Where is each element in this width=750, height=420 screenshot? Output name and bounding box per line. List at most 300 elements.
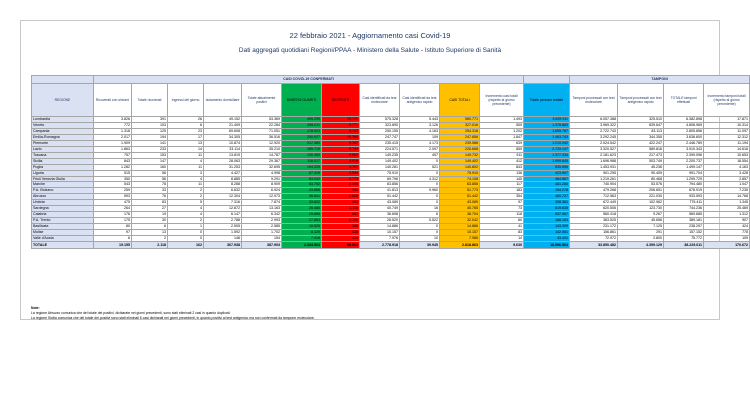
table-cell: 354 (480, 194, 524, 200)
table-cell: 1.378.863 (524, 122, 570, 128)
region-name-cell: Molise (32, 230, 94, 236)
table-cell: 639 (480, 140, 524, 146)
table-cell: 40.765 (440, 206, 480, 212)
bulletin-document (20, 20, 749, 320)
table-cell: 56 (132, 176, 168, 182)
table-cell: 2.505 (204, 224, 242, 230)
table-cell: 28.103 (322, 117, 360, 123)
table-cell: 843 (480, 164, 524, 170)
table-cell: 30 (132, 218, 168, 224)
table-cell: 389.181 (664, 218, 704, 224)
totals-cell: 2.818.863 (440, 242, 480, 249)
table-cell: 3.320.527 (570, 146, 618, 152)
table-cell: 235.415 (360, 140, 400, 146)
table-cell: 2.788 (204, 218, 242, 224)
table-cell: 156.861 (570, 230, 618, 236)
column-header: Incremento tamponi totali (rispetto al giorno precedente) (704, 84, 750, 117)
region-name-cell: Puglia (32, 164, 94, 170)
table-cell: 90.409 (618, 170, 664, 176)
totals-cell: 162 (168, 242, 204, 249)
totals-cell: 4.399.129 (618, 242, 664, 249)
table-cell: 14 (168, 146, 204, 152)
table-cell: 4.998 (242, 170, 282, 176)
totals-cell: 18.596.564 (524, 242, 570, 249)
table-cell: 10.157 (440, 230, 480, 236)
region-name-cell: Piemonte (32, 140, 94, 146)
table-cell: 497 (400, 152, 440, 158)
table-cell: 117 (480, 182, 524, 188)
table-cell: 221.030 (618, 194, 664, 200)
table-cell: 5.749 (322, 146, 360, 152)
table-cell: 744.236 (664, 206, 704, 212)
table-cell: 0 (400, 200, 440, 206)
column-header: Casi identificati da test molecolare (360, 84, 400, 117)
table-cell: 36.704 (440, 212, 480, 218)
table-cell: 3.782 (322, 164, 360, 170)
table-cell: 63.042 (282, 176, 322, 182)
totals-cell: 38.229.611 (664, 242, 704, 249)
table-cell: 2.993 (242, 218, 282, 224)
table-cell: 23 (168, 128, 204, 134)
table-cell: 1.696.988 (570, 158, 618, 164)
table-cell: 109 (400, 134, 440, 140)
table-cell: 75.910 (360, 170, 400, 176)
column-header: REGIONE (32, 84, 94, 117)
totals-cell: 33.850.482 (570, 242, 618, 249)
table-cell: 69.608 (204, 128, 242, 134)
region-name-cell: Sicilia (32, 158, 94, 164)
table-cell: 464.867 (524, 176, 570, 182)
table-cell: 4 (168, 158, 204, 164)
table-cell: 10.369 (322, 134, 360, 140)
bulletin-subtitle: Dati aggregati quotidiani Regioni/PPAA - Ministero della Salute - Istituto Superiore di Sanità (238, 47, 502, 54)
table-cell: 4.562 (322, 152, 360, 158)
table-cell: 33 (132, 188, 168, 194)
table-cell: 176 (94, 212, 132, 218)
table-cell: 153 (132, 152, 168, 158)
totals-cell: 170.672 (704, 242, 750, 249)
table-cell: 2.024.542 (570, 140, 618, 146)
table-cell: 9.267 (618, 212, 664, 218)
table-cell: 36.698 (360, 212, 400, 218)
table-cell: 178.923 (282, 128, 322, 134)
table-cell: 1.099.845 (524, 158, 570, 164)
table-cell: 142.061 (524, 230, 570, 236)
table-cell: 200.927 (282, 134, 322, 140)
totals-cell: 39.945 (400, 242, 440, 249)
table-cell: 2.775 (322, 176, 360, 182)
table-cell: 2.446.789 (664, 140, 704, 146)
table-cell: 911 (480, 152, 524, 158)
table-cell: 1.345 (704, 200, 750, 206)
table-cell: 53.576 (618, 182, 664, 188)
table-cell: 254.318 (440, 128, 480, 134)
table-cell: 63.856 (440, 182, 480, 188)
table-cell: 63.856 (360, 182, 400, 188)
table-cell: 589.816 (618, 146, 664, 152)
table-cell: 264 (94, 206, 132, 212)
table-cell: 509 (480, 122, 524, 128)
table-cell: 2 (168, 194, 204, 200)
table-cell: 36.841 (282, 194, 322, 200)
table-cell: 11.194 (704, 140, 750, 146)
table-cell: 51.773 (440, 188, 480, 194)
table-cell: 45.236 (618, 164, 664, 170)
table-cell: 3.826 (94, 117, 132, 123)
table-cell: 327.016 (440, 122, 480, 128)
table-cell: 14.616 (704, 146, 750, 152)
table-cell: 3.584 (322, 170, 360, 176)
table-cell: 31.253 (204, 164, 242, 170)
table-cell: 217.473 (618, 152, 664, 158)
table-cell: 175 (94, 218, 132, 224)
table-cell: 2 (168, 188, 204, 194)
table-cell: 2.805.856 (664, 128, 704, 134)
table-cell: 60 (480, 218, 524, 224)
table-cell: 391 (132, 117, 168, 123)
group-spacer (524, 76, 570, 84)
table-cell: 593 (94, 194, 132, 200)
table-cell: 7.125 (618, 224, 664, 230)
notes-label: Note: (31, 306, 40, 310)
column-header: Casi identificati da test antigenico rapido (400, 84, 440, 117)
column-header-row (32, 84, 750, 117)
column-header: Totale attualmente positivi (242, 84, 282, 117)
table-cell: 109 (704, 236, 750, 242)
table-cell: 49.152 (204, 117, 242, 123)
table-cell: 1.847 (480, 134, 524, 140)
table-cell: 149.402 (360, 158, 400, 164)
table-cell: 1.493 (480, 117, 524, 123)
table-cell: 350 (94, 176, 132, 182)
table-cell: 2.017 (94, 134, 132, 140)
table-cell: 10.874 (204, 140, 242, 146)
table-cell: 672.449 (570, 200, 618, 206)
table-cell: 2.585 (242, 224, 282, 230)
table-cell: 6.632 (204, 188, 242, 194)
table-cell: 136 (480, 170, 524, 176)
table-cell: 21.409 (204, 122, 242, 128)
table-cell: 160 (132, 164, 168, 170)
table-cell: 1.592 (204, 230, 242, 236)
region-name-cell: Marche (32, 182, 94, 188)
table-cell: 10.157 (360, 230, 400, 236)
table-cell: 740.904 (570, 182, 618, 188)
table-cell: 7.976 (360, 236, 400, 242)
table-cell: 32.042 (440, 218, 480, 224)
table-cell: 6 (400, 212, 440, 218)
table-cell: 2.195 (322, 182, 360, 188)
totals-cell: 2.118 (132, 242, 168, 249)
table-cell: 17 (168, 134, 204, 140)
table-cell: 103 (132, 122, 168, 128)
table-cell: 26.520 (360, 218, 400, 224)
table-cell: 1.377.334 (524, 152, 570, 158)
table-cell: 4.173 (400, 140, 440, 146)
table-cell: 560.418 (570, 212, 618, 218)
table-cell: 19 (132, 212, 168, 218)
table-cell: 74.108 (440, 176, 480, 182)
table-cell: 247.856 (440, 134, 480, 140)
table-cell: 480.727 (524, 194, 570, 200)
table-cell: 3 (168, 170, 204, 176)
table-cell: 2.729.147 (524, 146, 570, 152)
table-cell: 422.247 (618, 140, 664, 146)
table-cell: 7.986 (440, 236, 480, 242)
column-header: CASI TOTALI (440, 84, 480, 117)
table-cell: 503.749 (618, 158, 664, 164)
table-cell: 28.063 (204, 158, 242, 164)
column-header: Totale ricoverati (132, 84, 168, 117)
table-cell: 22.284 (242, 122, 282, 128)
table-cell: 475 (94, 200, 132, 206)
table-cell: 5.443 (400, 117, 440, 123)
table-cell: 75.772 (664, 236, 704, 242)
table-cell: 4.808.969 (664, 122, 704, 128)
table-cell: 97 (480, 200, 524, 206)
table-cell: 80 (94, 224, 132, 230)
table-cell: 1.219.261 (570, 176, 618, 182)
table-cell: 9.287 (322, 140, 360, 146)
table-cell: 1.312 (704, 212, 750, 218)
region-name-cell: Veneto (32, 122, 94, 128)
table-cell: 1.909 (94, 140, 132, 146)
table-cell: 83.113 (618, 128, 664, 134)
table-cell: 78 (132, 182, 168, 188)
table-cell: 14.787 (242, 152, 282, 158)
column-header: Tamponi processati con test antigenico rapido (618, 84, 664, 117)
table-cell: 36.516 (242, 134, 282, 140)
totals-cell: 95.963 (322, 242, 360, 249)
table-cell: 5.522 (400, 218, 440, 224)
table-cell: 18.554 (704, 158, 750, 164)
totals-row (32, 242, 750, 249)
table-cell: 45.656 (618, 218, 664, 224)
table-cell: 194 (132, 134, 168, 140)
table-cell: 3.636.600 (664, 134, 704, 140)
table-cell: 291 (618, 230, 664, 236)
table-cell: 10.525 (282, 224, 322, 230)
table-cell: 2.399.096 (664, 152, 704, 158)
totals-cell: 2.334.564 (282, 242, 322, 249)
table-cell: 368 (322, 224, 360, 230)
table-cell: 4.018 (322, 158, 360, 164)
column-header: DECEDUTI (322, 84, 360, 117)
table-cell: 794.480 (664, 182, 704, 188)
table-cell: 0 (168, 236, 204, 242)
table-cell: 149.402 (440, 158, 480, 164)
table-cell: 6.342 (242, 212, 282, 218)
table-cell: 147 (132, 158, 168, 164)
table-cell: 859 (480, 146, 524, 152)
table-cell: 33.622 (282, 200, 322, 206)
table-cell: 2.800 (618, 236, 664, 242)
table-cell: 250.155 (360, 128, 400, 134)
table-cell: 575.328 (360, 117, 400, 123)
table-cell: 772 (94, 122, 132, 128)
table-cell: 8.288 (204, 182, 242, 188)
table-cell: 75.910 (440, 170, 480, 176)
table-cell: 6 (168, 122, 204, 128)
table-cell: 13.819 (204, 152, 242, 158)
table-cell: 0 (400, 230, 440, 236)
table-cell: 0 (400, 194, 440, 200)
table-cell: 843 (94, 158, 132, 164)
table-cell: 1.318 (94, 128, 132, 134)
group-confirmed-cases: CASI COVID-19 CONFERMATI (94, 76, 524, 84)
table-cell: 344.355 (618, 134, 664, 140)
table-cell: 83 (480, 230, 524, 236)
region-name-cell: Calabria (32, 212, 94, 218)
table-cell: 71.051 (242, 128, 282, 134)
table-cell: 10 (400, 236, 440, 242)
table-cell: 238.297 (664, 224, 704, 230)
table-cell: 259 (94, 188, 132, 194)
table-cell: 10.314 (704, 122, 750, 128)
table-cell: 118 (480, 212, 524, 218)
table-cell: 3.428 (704, 170, 750, 176)
column-header: TOTALE tamponi effettuati (664, 84, 704, 117)
table-cell: 13 (168, 140, 204, 146)
table-cell: 667 (322, 212, 360, 218)
table-cell: 620.506 (570, 206, 618, 212)
table-cell: 678.919 (664, 188, 704, 194)
region-name-cell: Friuli Venezia Giulia (32, 176, 94, 182)
table-cell: 5 (168, 200, 204, 206)
totals-cell: 19.155 (94, 242, 132, 249)
table-cell: 102.962 (618, 200, 664, 206)
region-name-cell: Basilicata (32, 224, 94, 230)
table-cell: 14.886 (360, 224, 400, 230)
table-cell: 9.721 (322, 122, 360, 128)
table-cell: 414 (322, 236, 360, 242)
table-cell: 6 (94, 236, 132, 242)
table-cell: 323.890 (360, 122, 400, 128)
table-cell: 154 (242, 236, 282, 242)
table-cell: 580.771 (440, 117, 480, 123)
table-cell: 499.295 (282, 117, 322, 123)
table-cell: 11 (168, 152, 204, 158)
table-cell: 17.871 (704, 117, 750, 123)
table-cell: 2.200.737 (664, 158, 704, 164)
table-cell: 123.730 (618, 206, 664, 212)
table-cell: 185.715 (282, 146, 322, 152)
table-cell: 12.312 (704, 134, 750, 140)
table-cell: 27.853 (282, 218, 322, 224)
table-cell: 26.485 (282, 206, 322, 212)
table-cell: 1.702 (242, 230, 282, 236)
table-cell: 839.647 (618, 122, 664, 128)
table-cell: 2.722.743 (570, 128, 618, 134)
column-header: Incremento casi totali (rispetto al giorno precedente) (480, 84, 524, 117)
table-cell: 295.011 (282, 122, 322, 128)
table-cell: 43.089 (440, 200, 480, 206)
table-cell: 3.292.245 (570, 134, 618, 140)
table-cell: 72.972 (570, 236, 618, 242)
table-cell: 53.369 (242, 117, 282, 123)
table-cell: 479.268 (570, 188, 618, 194)
table-cell: 537.967 (524, 212, 570, 218)
covid-cases-table (31, 75, 750, 249)
column-header: DIMESSI/ GUARITI (282, 84, 322, 117)
table-cell: 217.383 (282, 140, 322, 146)
table-cell: 1.202 (480, 128, 524, 134)
region-name-cell: Sardegna (32, 206, 94, 212)
table-cell: 2 (168, 218, 204, 224)
table-cell: 3.969.322 (570, 122, 618, 128)
table-cell: 11.097 (704, 128, 750, 134)
table-cell: 43.431 (524, 236, 570, 242)
table-cell: 12.973 (242, 194, 282, 200)
table-cell: 1.210.042 (524, 140, 570, 146)
table-cell: 10.653 (704, 152, 750, 158)
table-cell: 69.796 (360, 176, 400, 182)
table-cell: 0 (168, 230, 204, 236)
region-name-cell: Emilia-Romagna (32, 134, 94, 140)
region-name-cell: Lazio (32, 146, 94, 152)
table-cell: 35.210 (242, 146, 282, 152)
table-cell: 149.235 (360, 152, 400, 158)
table-cell: 4.427 (204, 170, 242, 176)
totals-cell: 9.630 (480, 242, 524, 249)
table-cell: 4.312 (400, 176, 440, 182)
table-cell: 157.152 (664, 230, 704, 236)
table-cell: 80.468 (618, 176, 664, 182)
table-cell: 194.278 (524, 188, 570, 194)
table-cell: 2.857 (704, 176, 750, 182)
table-cell: 13.163 (242, 206, 282, 212)
totals-cell: 367.938 (204, 242, 242, 249)
table-cell: 8.129 (282, 230, 322, 236)
table-cell: 25.469 (704, 206, 750, 212)
table-cell: 412 (480, 158, 524, 164)
table-cell: 16 (400, 206, 440, 212)
table-cell: 712.563 (570, 194, 618, 200)
region-name-cell: Liguria (32, 170, 94, 176)
table-cell: 168.183 (524, 218, 570, 224)
table-cell: 33.114 (204, 146, 242, 152)
table-cell: 140.281 (360, 164, 400, 170)
column-header: Isolamento domiciliare (204, 84, 242, 117)
table-cell: 4.163 (704, 164, 750, 170)
region-name-cell: Toscana (32, 152, 94, 158)
region-name-cell: P.A. Bolzano (32, 188, 94, 194)
table-cell: 53.752 (282, 182, 322, 188)
table-cell: 1.628 (322, 194, 360, 200)
table-cell: 41 (480, 224, 524, 230)
table-cell: 363.525 (570, 218, 618, 224)
table-cell: 2.181.623 (570, 152, 618, 158)
table-cell: 4 (168, 206, 204, 212)
table-cell: 224.571 (360, 146, 400, 152)
table-cell: 6 (132, 224, 168, 230)
table-cell: 4 (168, 176, 204, 182)
table-cell: 1 (168, 224, 204, 230)
table-cell: 140.802 (440, 164, 480, 170)
table-cell: 14 (480, 236, 524, 242)
table-cell: 993 (322, 200, 360, 206)
table-cell: 34.305 (204, 134, 242, 140)
table-cell: 2.097 (400, 146, 440, 152)
table-cell: 41.813 (360, 188, 400, 194)
table-cell: 143.399 (524, 224, 570, 230)
table-cell: 325.510 (618, 117, 664, 123)
table-cell: 6.382.898 (664, 117, 704, 123)
table-cell: 778 (704, 230, 750, 236)
table-cell: 73 (480, 206, 524, 212)
table-cell: 993 (322, 188, 360, 194)
table-cell: 308.361 (524, 200, 570, 206)
